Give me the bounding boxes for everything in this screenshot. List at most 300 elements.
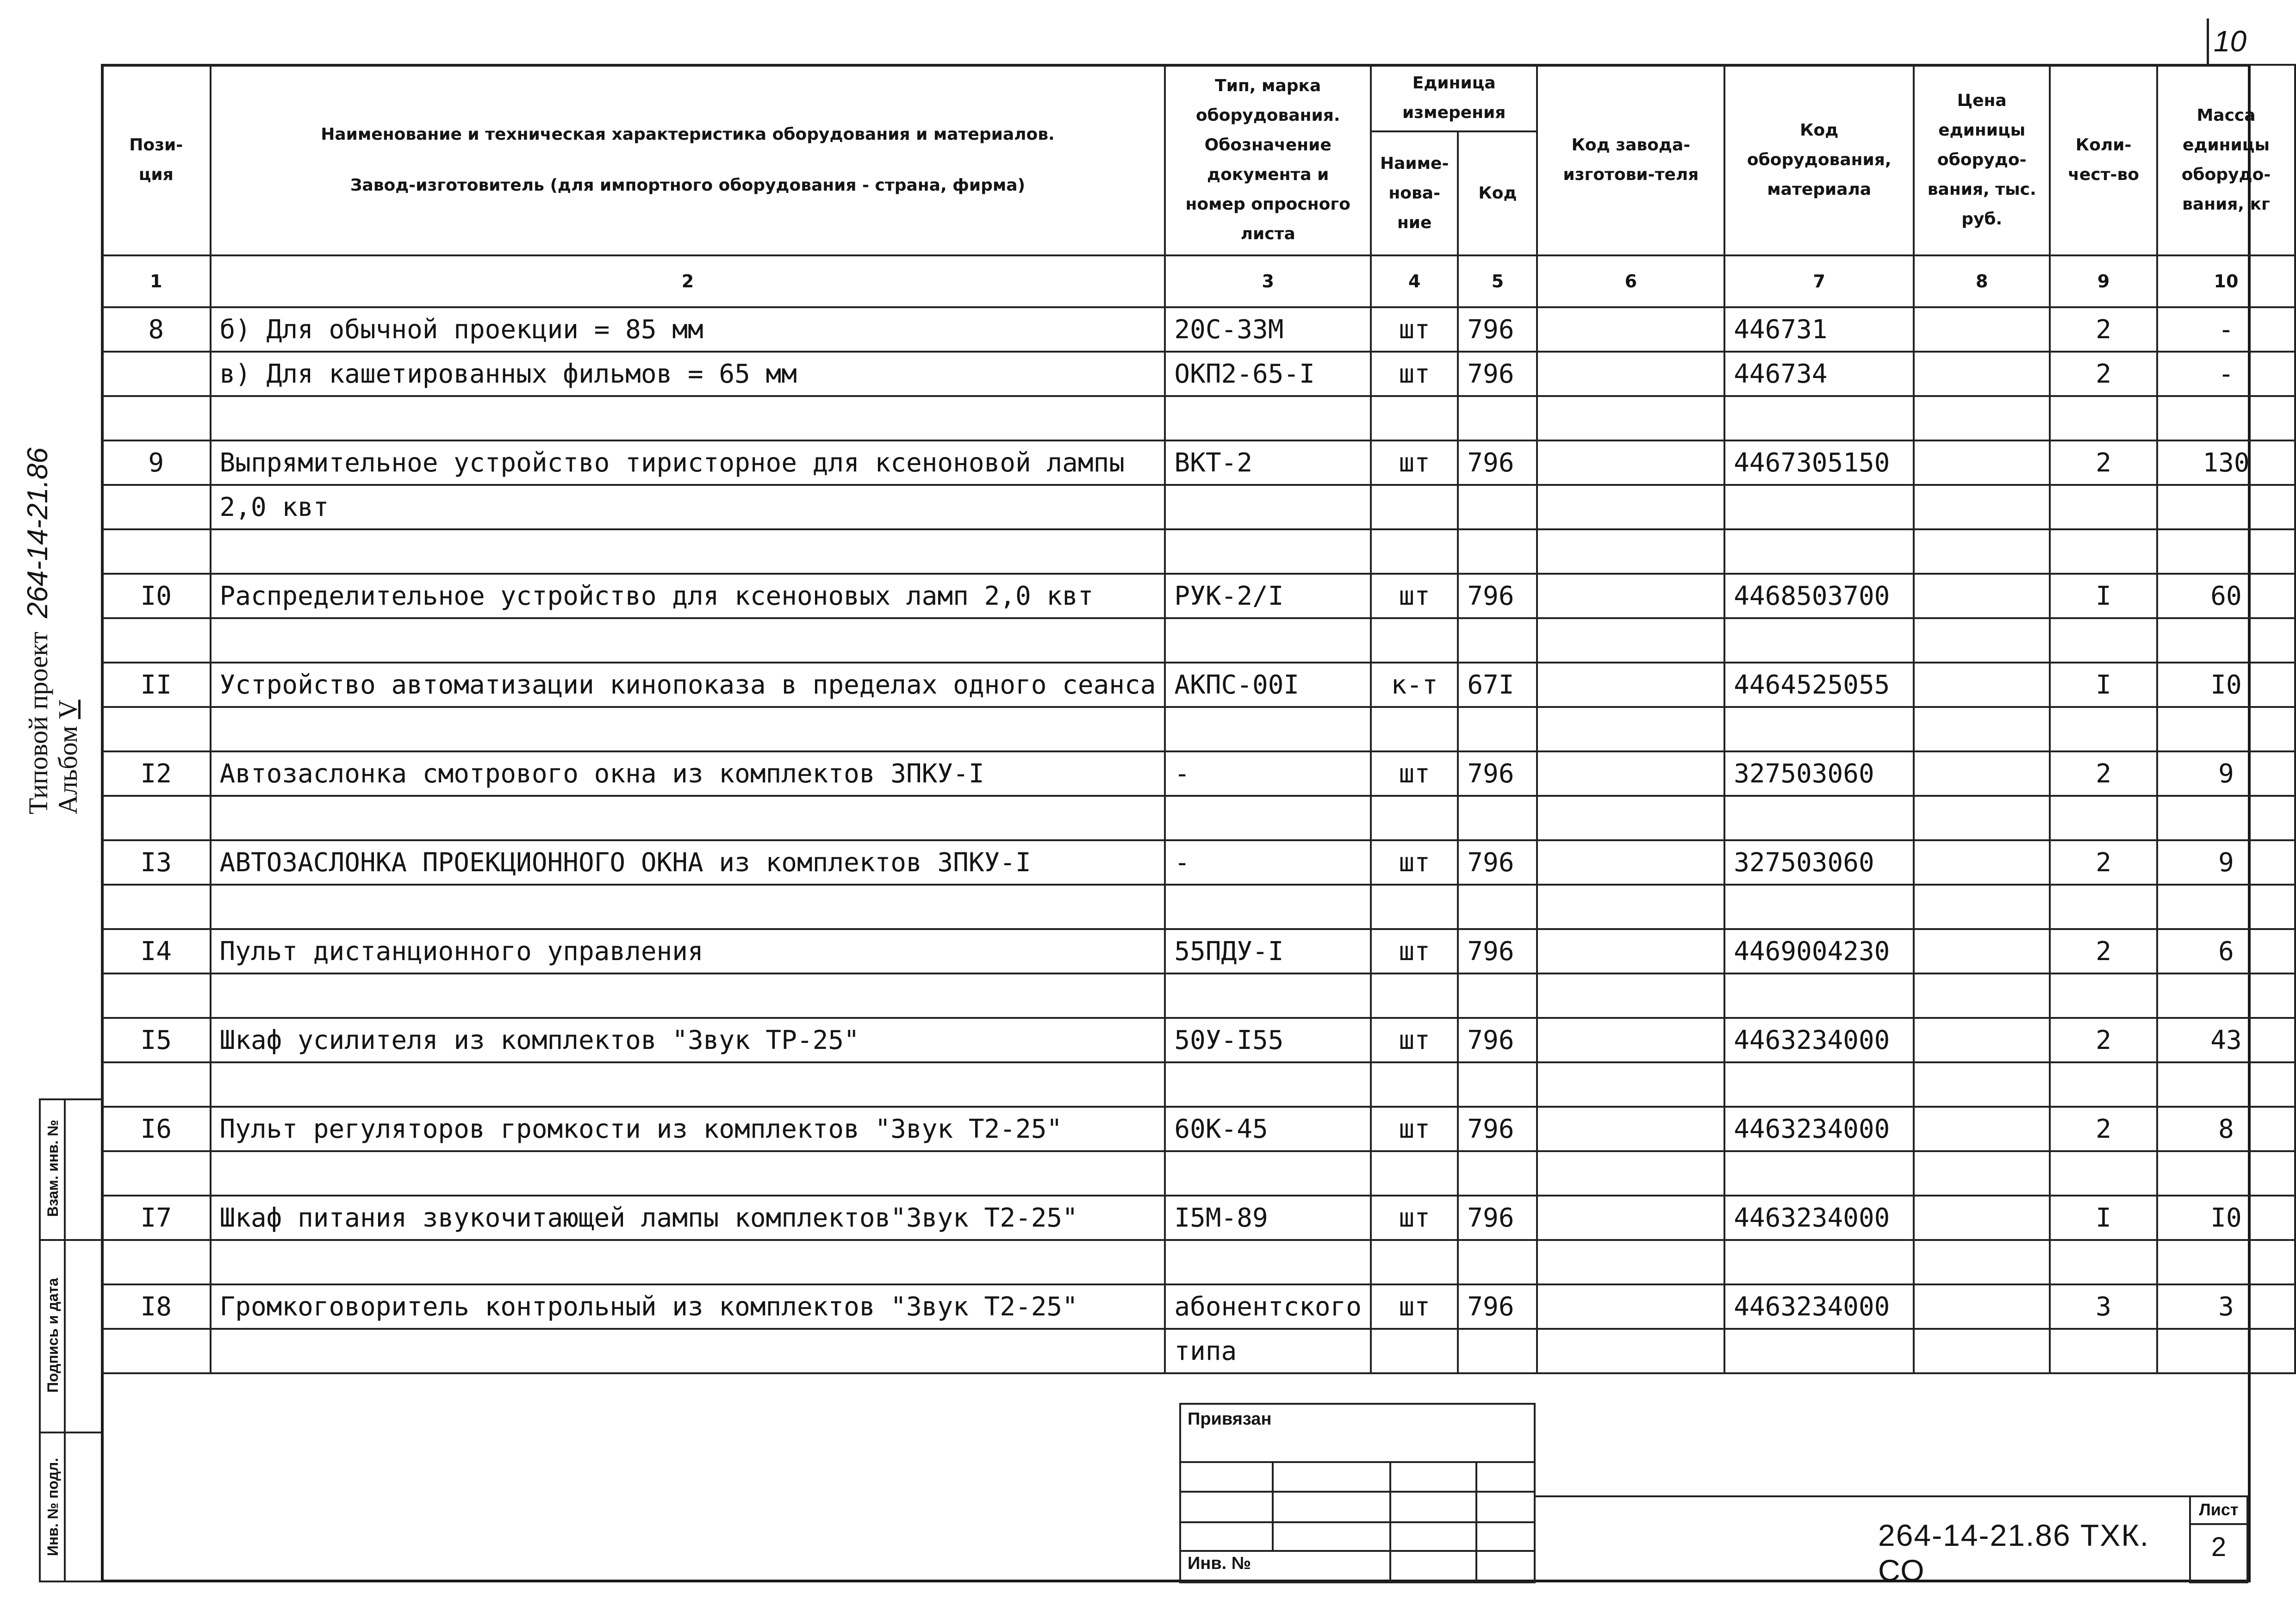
row-price bbox=[1914, 485, 2050, 529]
row-factory-code bbox=[1537, 1284, 1724, 1329]
side-stamp-original-inv: Инв. № подл. bbox=[44, 1457, 61, 1556]
row-type bbox=[1165, 796, 1371, 840]
col-number: 8 bbox=[1914, 255, 2050, 307]
row-unit: шт bbox=[1371, 929, 1458, 973]
side-stamp bbox=[39, 1098, 103, 1582]
row-type: ВКТ-2 bbox=[1165, 440, 1371, 485]
row-type bbox=[1165, 885, 1371, 929]
row-name: Автозаслонка смотрового окна из комплектов ЗПКУ-I bbox=[211, 751, 1165, 796]
row-material-code: 4469004230 bbox=[1724, 929, 1914, 973]
table-row bbox=[102, 751, 2295, 796]
row-unit: шт bbox=[1371, 840, 1458, 885]
row-material-code: 446731 bbox=[1724, 307, 1914, 352]
row-price bbox=[1914, 973, 2050, 1018]
row-unit bbox=[1371, 396, 1458, 440]
row-type: РУК-2/I bbox=[1165, 574, 1371, 618]
row-material-code: 327503060 bbox=[1724, 840, 1914, 885]
row-mass: 8 bbox=[2157, 1107, 2295, 1151]
row-position bbox=[102, 1240, 211, 1284]
row-unit: шт bbox=[1371, 1284, 1458, 1329]
table-row bbox=[102, 1284, 2295, 1329]
row-mass bbox=[2157, 529, 2295, 574]
row-quantity: 2 bbox=[2050, 751, 2157, 796]
row-position: I2 bbox=[102, 751, 211, 796]
row-position bbox=[102, 529, 211, 574]
sheet-label: Лист bbox=[2199, 1500, 2239, 1519]
row-mass: 6 bbox=[2157, 929, 2295, 973]
row-quantity bbox=[2050, 485, 2157, 529]
row-quantity: 2 bbox=[2050, 1018, 2157, 1062]
row-price bbox=[1914, 1018, 2050, 1062]
row-name bbox=[211, 1151, 1165, 1196]
row-factory-code bbox=[1537, 440, 1724, 485]
row-position bbox=[102, 485, 211, 529]
row-unit-code: 796 bbox=[1458, 574, 1537, 618]
row-mass: - bbox=[2157, 307, 2295, 352]
row-name: Шкаф питания звукочитающей лампы комплектов"Звук Т2-25" bbox=[211, 1196, 1165, 1240]
row-quantity: 2 bbox=[2050, 307, 2157, 352]
row-name: Шкаф усилителя из комплектов "Звук ТР-25" bbox=[211, 1018, 1165, 1062]
row-mass: 43 bbox=[2157, 1018, 2295, 1062]
row-type bbox=[1165, 618, 1371, 663]
row-type: - bbox=[1165, 751, 1371, 796]
row-factory-code bbox=[1537, 751, 1724, 796]
column-number-row bbox=[102, 255, 2295, 307]
row-mass: - bbox=[2157, 352, 2295, 396]
row-factory-code bbox=[1537, 485, 1724, 529]
row-price bbox=[1914, 440, 2050, 485]
table-row bbox=[102, 973, 2295, 1018]
row-unit-code: 796 bbox=[1458, 751, 1537, 796]
row-price bbox=[1914, 1284, 2050, 1329]
row-unit-code bbox=[1458, 529, 1537, 574]
row-quantity bbox=[2050, 1240, 2157, 1284]
row-name: Громкоговоритель контрольный из комплектов "Звук Т2-25" bbox=[211, 1284, 1165, 1329]
row-material-code: 4464525055 bbox=[1724, 663, 1914, 707]
privyazan-label: Привязан bbox=[1188, 1409, 1272, 1429]
row-factory-code bbox=[1537, 1151, 1724, 1196]
row-mass: I0 bbox=[2157, 1196, 2295, 1240]
side-stamp-signature-date: Подпись и дата bbox=[44, 1278, 61, 1393]
table-row bbox=[102, 485, 2295, 529]
row-mass bbox=[2157, 1329, 2295, 1373]
table-row bbox=[102, 1151, 2295, 1196]
row-type bbox=[1165, 396, 1371, 440]
row-unit-code: 796 bbox=[1458, 929, 1537, 973]
row-type bbox=[1165, 1151, 1371, 1196]
row-position bbox=[102, 885, 211, 929]
row-unit bbox=[1371, 885, 1458, 929]
row-name: Пульт дистанционного управления bbox=[211, 929, 1165, 973]
inv-no-label: Инв. № bbox=[1188, 1554, 1251, 1573]
row-quantity: 2 bbox=[2050, 1107, 2157, 1151]
row-price bbox=[1914, 796, 2050, 840]
row-unit-code bbox=[1458, 796, 1537, 840]
margin-title-line2: Альбом V bbox=[53, 700, 83, 814]
row-type bbox=[1165, 1240, 1371, 1284]
sheet-number-box bbox=[2189, 1495, 2248, 1583]
table-row bbox=[102, 440, 2295, 485]
row-unit-code bbox=[1458, 1151, 1537, 1196]
row-material-code bbox=[1724, 973, 1914, 1018]
header-row-1 bbox=[102, 65, 2295, 131]
row-material-code bbox=[1724, 1151, 1914, 1196]
row-material-code bbox=[1724, 885, 1914, 929]
row-position: 8 bbox=[102, 307, 211, 352]
row-position bbox=[102, 1329, 211, 1373]
row-quantity bbox=[2050, 529, 2157, 574]
row-mass bbox=[2157, 396, 2295, 440]
row-position: I5 bbox=[102, 1018, 211, 1062]
col-head-mass: Масса единицы оборудо-вания, кг bbox=[2157, 65, 2295, 255]
row-material-code bbox=[1724, 396, 1914, 440]
col-head-type: Тип, марка оборудования. Обозначение документа и номер опросного листа bbox=[1165, 65, 1371, 255]
row-price bbox=[1914, 663, 2050, 707]
col-number: 10 bbox=[2157, 255, 2295, 307]
col-head-quantity: Коли-чест-во bbox=[2050, 65, 2157, 255]
row-material-code: 327503060 bbox=[1724, 751, 1914, 796]
margin-album-number: V bbox=[53, 700, 83, 719]
row-position: 9 bbox=[102, 440, 211, 485]
row-quantity: 2 bbox=[2050, 929, 2157, 973]
row-factory-code bbox=[1537, 574, 1724, 618]
row-price bbox=[1914, 1062, 2050, 1107]
row-material-code bbox=[1724, 485, 1914, 529]
row-quantity: I bbox=[2050, 574, 2157, 618]
row-unit-code: 796 bbox=[1458, 1284, 1537, 1329]
row-quantity bbox=[2050, 707, 2157, 751]
margin-project-code: 264-14-21.86 bbox=[22, 447, 54, 619]
row-unit: шт bbox=[1371, 1107, 1458, 1151]
row-unit bbox=[1371, 707, 1458, 751]
row-unit-code: 796 bbox=[1458, 1018, 1537, 1062]
col-head-name: Наименование и техническая характеристика оборудования и материалов. Завод-изготовитель (для импортного оборудования - страна, фирма) bbox=[211, 65, 1165, 255]
row-unit: к-т bbox=[1371, 663, 1458, 707]
table-row bbox=[102, 1196, 2295, 1240]
document-code-text: 264-14-21.86 ТХК. СО bbox=[1878, 1518, 2150, 1587]
row-position bbox=[102, 973, 211, 1018]
row-factory-code bbox=[1537, 618, 1724, 663]
row-price bbox=[1914, 1107, 2050, 1151]
row-position bbox=[102, 352, 211, 396]
row-quantity: 2 bbox=[2050, 352, 2157, 396]
col-head-material-code: Код оборудования, материала bbox=[1724, 65, 1914, 255]
row-material-code bbox=[1724, 796, 1914, 840]
col-number: 9 bbox=[2050, 255, 2157, 307]
row-price bbox=[1914, 1196, 2050, 1240]
row-name: Распределительное устройство для ксеноновых ламп 2,0 квт bbox=[211, 574, 1165, 618]
row-unit: шт bbox=[1371, 574, 1458, 618]
row-unit bbox=[1371, 1062, 1458, 1107]
row-factory-code bbox=[1537, 307, 1724, 352]
row-unit: шт bbox=[1371, 1018, 1458, 1062]
row-price bbox=[1914, 307, 2050, 352]
row-quantity bbox=[2050, 1062, 2157, 1107]
row-type: 60К-45 bbox=[1165, 1107, 1371, 1151]
page-number: 10 bbox=[2213, 25, 2247, 58]
table-row bbox=[102, 529, 2295, 574]
row-factory-code bbox=[1537, 1062, 1724, 1107]
row-type bbox=[1165, 1062, 1371, 1107]
row-price bbox=[1914, 885, 2050, 929]
row-mass bbox=[2157, 1062, 2295, 1107]
row-quantity bbox=[2050, 1151, 2157, 1196]
row-type bbox=[1165, 973, 1371, 1018]
col-number: 2 bbox=[211, 255, 1165, 307]
row-unit-code: 796 bbox=[1458, 352, 1537, 396]
row-price bbox=[1914, 396, 2050, 440]
row-unit-code: 796 bbox=[1458, 440, 1537, 485]
row-name bbox=[211, 707, 1165, 751]
row-factory-code bbox=[1537, 663, 1724, 707]
row-type: 20С-33М bbox=[1165, 307, 1371, 352]
row-factory-code bbox=[1537, 796, 1724, 840]
row-mass bbox=[2157, 618, 2295, 663]
row-factory-code bbox=[1537, 352, 1724, 396]
side-stamp-replace-inv: Взам. инв. № bbox=[44, 1120, 61, 1217]
row-price bbox=[1914, 707, 2050, 751]
row-unit: шт bbox=[1371, 440, 1458, 485]
row-material-code bbox=[1724, 1062, 1914, 1107]
row-unit: шт bbox=[1371, 751, 1458, 796]
table-row bbox=[102, 1062, 2295, 1107]
row-position: I7 bbox=[102, 1196, 211, 1240]
row-factory-code bbox=[1537, 396, 1724, 440]
row-factory-code bbox=[1537, 973, 1724, 1018]
row-unit: шт bbox=[1371, 1196, 1458, 1240]
row-material-code: 4468503700 bbox=[1724, 574, 1914, 618]
row-unit bbox=[1371, 485, 1458, 529]
table-row bbox=[102, 1107, 2295, 1151]
row-type: типа bbox=[1165, 1329, 1371, 1373]
row-name: АВТОЗАСЛОНКА ПРОЕКЦИОННОГО ОКНА из комплектов ЗПКУ-I bbox=[211, 840, 1165, 885]
row-unit-code bbox=[1458, 1062, 1537, 1107]
col-head-unit-group: Единица измерения bbox=[1371, 65, 1537, 131]
row-unit-code: 796 bbox=[1458, 1107, 1537, 1151]
row-position bbox=[102, 707, 211, 751]
row-unit bbox=[1371, 1240, 1458, 1284]
col-head-price: Цена единицы оборудо-вания, тыс. руб. bbox=[1914, 65, 2050, 255]
page-number-box bbox=[2207, 19, 2251, 64]
table-row bbox=[102, 352, 2295, 396]
row-factory-code bbox=[1537, 1329, 1724, 1373]
row-position: I0 bbox=[102, 574, 211, 618]
row-factory-code bbox=[1537, 840, 1724, 885]
row-unit-code bbox=[1458, 707, 1537, 751]
row-price bbox=[1914, 1329, 2050, 1373]
table-row bbox=[102, 618, 2295, 663]
row-type: абонентского bbox=[1165, 1284, 1371, 1329]
row-mass bbox=[2157, 973, 2295, 1018]
row-type bbox=[1165, 529, 1371, 574]
row-mass: 3 bbox=[2157, 1284, 2295, 1329]
row-material-code bbox=[1724, 707, 1914, 751]
row-unit bbox=[1371, 1329, 1458, 1373]
col-number: 1 bbox=[102, 255, 211, 307]
col-head-factory-code: Код завода-изготови-теля bbox=[1537, 65, 1724, 255]
row-mass: 9 bbox=[2157, 840, 2295, 885]
row-factory-code bbox=[1537, 929, 1724, 973]
col-head-unit-name: Наиме-нова-ние bbox=[1371, 131, 1458, 255]
row-factory-code bbox=[1537, 1018, 1724, 1062]
row-name: б) Для обычной проекции = 85 мм bbox=[211, 307, 1165, 352]
row-name: в) Для кашетированных фильмов = 65 мм bbox=[211, 352, 1165, 396]
row-type: I5М-89 bbox=[1165, 1196, 1371, 1240]
row-type: - bbox=[1165, 840, 1371, 885]
row-price bbox=[1914, 618, 2050, 663]
row-factory-code bbox=[1537, 529, 1724, 574]
row-mass bbox=[2157, 1151, 2295, 1196]
row-unit bbox=[1371, 1151, 1458, 1196]
col-number: 4 bbox=[1371, 255, 1458, 307]
row-position bbox=[102, 396, 211, 440]
table-row bbox=[102, 1240, 2295, 1284]
col-number: 6 bbox=[1537, 255, 1724, 307]
row-position: I3 bbox=[102, 840, 211, 885]
row-material-code: 4463234000 bbox=[1724, 1107, 1914, 1151]
row-unit-code bbox=[1458, 485, 1537, 529]
row-material-code: 4467305150 bbox=[1724, 440, 1914, 485]
table-row bbox=[102, 929, 2295, 973]
table-row bbox=[102, 796, 2295, 840]
row-type: 55ПДУ-I bbox=[1165, 929, 1371, 973]
row-unit bbox=[1371, 529, 1458, 574]
row-quantity bbox=[2050, 396, 2157, 440]
row-price bbox=[1914, 574, 2050, 618]
specification-rows bbox=[102, 307, 2295, 1373]
privyazan-stamp bbox=[1179, 1403, 1536, 1583]
row-quantity bbox=[2050, 885, 2157, 929]
row-material-code bbox=[1724, 529, 1914, 574]
row-mass bbox=[2157, 1240, 2295, 1284]
row-material-code: 4463234000 bbox=[1724, 1018, 1914, 1062]
row-price bbox=[1914, 1151, 2050, 1196]
col-number: 7 bbox=[1724, 255, 1914, 307]
row-name bbox=[211, 618, 1165, 663]
row-unit bbox=[1371, 973, 1458, 1018]
row-position: I6 bbox=[102, 1107, 211, 1151]
row-name bbox=[211, 1240, 1165, 1284]
row-mass: 130 bbox=[2157, 440, 2295, 485]
col-head-unit-code: Код bbox=[1458, 131, 1537, 255]
row-position bbox=[102, 796, 211, 840]
row-material-code bbox=[1724, 1240, 1914, 1284]
row-unit bbox=[1371, 796, 1458, 840]
row-mass: 9 bbox=[2157, 751, 2295, 796]
margin-title bbox=[23, 352, 83, 814]
row-name: Устройство автоматизации кинопоказа в пределах одного сеанса bbox=[211, 663, 1165, 707]
row-quantity: 2 bbox=[2050, 440, 2157, 485]
row-position: II bbox=[102, 663, 211, 707]
table-row bbox=[102, 885, 2295, 929]
row-unit-code bbox=[1458, 973, 1537, 1018]
row-quantity bbox=[2050, 1329, 2157, 1373]
row-price bbox=[1914, 751, 2050, 796]
row-material-code bbox=[1724, 1329, 1914, 1373]
row-price bbox=[1914, 529, 2050, 574]
row-factory-code bbox=[1537, 885, 1724, 929]
row-quantity: I bbox=[2050, 1196, 2157, 1240]
row-position: I4 bbox=[102, 929, 211, 973]
table-row bbox=[102, 707, 2295, 751]
row-factory-code bbox=[1537, 707, 1724, 751]
margin-title-line1: Типовой проект 264-14-21.86 bbox=[22, 447, 54, 814]
row-position bbox=[102, 618, 211, 663]
row-mass bbox=[2157, 885, 2295, 929]
row-position bbox=[102, 1151, 211, 1196]
row-unit: шт bbox=[1371, 307, 1458, 352]
table-row bbox=[102, 1329, 2295, 1373]
row-price bbox=[1914, 352, 2050, 396]
row-factory-code bbox=[1537, 1196, 1724, 1240]
row-material-code bbox=[1724, 618, 1914, 663]
row-factory-code bbox=[1537, 1240, 1724, 1284]
row-unit-code bbox=[1458, 885, 1537, 929]
row-name bbox=[211, 1329, 1165, 1373]
specification-table bbox=[101, 64, 2296, 1374]
row-unit-code bbox=[1458, 1240, 1537, 1284]
row-name bbox=[211, 973, 1165, 1018]
table-row bbox=[102, 307, 2295, 352]
col-head-position: Пози- ция bbox=[102, 65, 211, 255]
row-unit: шт bbox=[1371, 352, 1458, 396]
row-mass bbox=[2157, 707, 2295, 751]
row-quantity bbox=[2050, 618, 2157, 663]
row-type: 50У-I55 bbox=[1165, 1018, 1371, 1062]
row-factory-code bbox=[1537, 1107, 1724, 1151]
table-row bbox=[102, 663, 2295, 707]
row-position: I8 bbox=[102, 1284, 211, 1329]
row-name: Пульт регуляторов громкости из комплектов "Звук Т2-25" bbox=[211, 1107, 1165, 1151]
row-mass: 60 bbox=[2157, 574, 2295, 618]
row-unit-code: 796 bbox=[1458, 1196, 1537, 1240]
row-price bbox=[1914, 840, 2050, 885]
row-type: АКПС-00I bbox=[1165, 663, 1371, 707]
row-name: Выпрямительное устройство тиристорное для ксеноновой лампы bbox=[211, 440, 1165, 485]
row-position bbox=[102, 1062, 211, 1107]
row-material-code: 4463234000 bbox=[1724, 1196, 1914, 1240]
row-unit-code: 796 bbox=[1458, 840, 1537, 885]
row-name bbox=[211, 1062, 1165, 1107]
row-unit-code bbox=[1458, 618, 1537, 663]
row-price bbox=[1914, 929, 2050, 973]
row-name bbox=[211, 396, 1165, 440]
col-number: 5 bbox=[1458, 255, 1537, 307]
table-row bbox=[102, 574, 2295, 618]
row-type bbox=[1165, 707, 1371, 751]
row-name: 2,0 квт bbox=[211, 485, 1165, 529]
row-mass bbox=[2157, 485, 2295, 529]
document-code bbox=[1536, 1495, 2189, 1587]
row-quantity: 2 bbox=[2050, 840, 2157, 885]
row-quantity: I bbox=[2050, 663, 2157, 707]
row-unit-code bbox=[1458, 1329, 1537, 1373]
col-number: 3 bbox=[1165, 255, 1371, 307]
row-quantity bbox=[2050, 796, 2157, 840]
row-type bbox=[1165, 485, 1371, 529]
row-material-code: 446734 bbox=[1724, 352, 1914, 396]
table-row bbox=[102, 1018, 2295, 1062]
row-quantity bbox=[2050, 973, 2157, 1018]
row-type: ОКП2-65-I bbox=[1165, 352, 1371, 396]
row-unit-code: 796 bbox=[1458, 307, 1537, 352]
table-row bbox=[102, 396, 2295, 440]
row-price bbox=[1914, 1240, 2050, 1284]
row-material-code: 4463234000 bbox=[1724, 1284, 1914, 1329]
row-name bbox=[211, 885, 1165, 929]
table-row bbox=[102, 840, 2295, 885]
row-mass: I0 bbox=[2157, 663, 2295, 707]
